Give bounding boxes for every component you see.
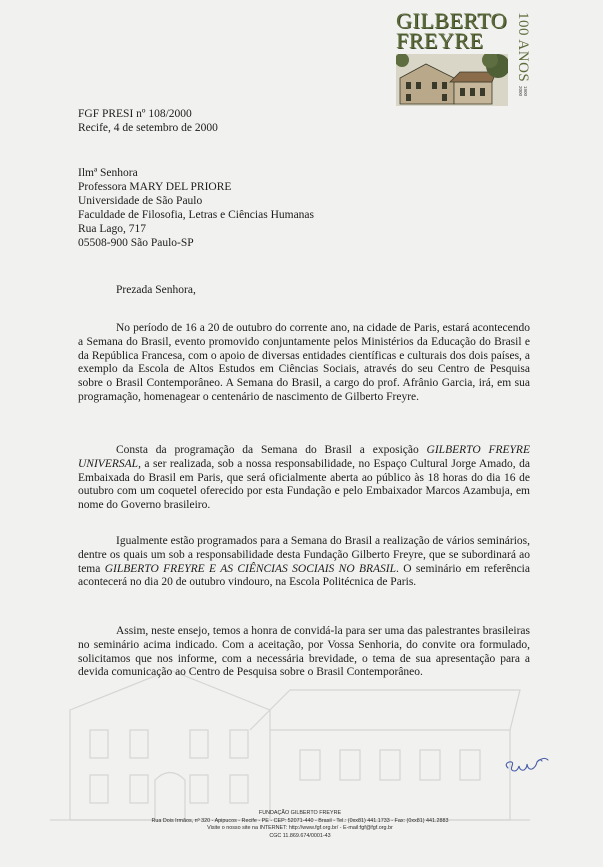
- logo-line-1: GILBERTO: [396, 8, 508, 33]
- handwritten-initials-signature: [500, 752, 554, 778]
- logo-vertical-text: 100 ANOS: [515, 12, 531, 83]
- addressee-name: Professora MARY DEL PRIORE: [78, 181, 232, 193]
- letter-date: Recife, 4 de setembro de 2000: [78, 122, 218, 134]
- footer-address: Rua Dois Irmãos, nº 320 - Apipucos - Recife - PE - CEP: 52071-440 - Brasil - Tel.: (0xx81) 441.1733 - Fax: (0xx81) 441.2883: [151, 817, 449, 824]
- letterhead-footer: [110, 810, 490, 840]
- logo-years: [518, 86, 528, 106]
- paragraph-2-part-a: Consta da programação da Semana do Brasil a exposição: [116, 444, 427, 456]
- gilberto-freyre-centenary-logo: [388, 6, 530, 106]
- addressee-faculty: Faculdade de Filosofia, Letras e Ciências Humanas: [78, 209, 314, 221]
- paragraph-2: [78, 444, 530, 513]
- logo-year-from: 1900: [523, 86, 528, 97]
- paragraph-3-part-a: Igualmente estão programados para a Semana do Brasil a realização de vários seminários, dentre os quais um sob a responsabilidade desta Fundação Gilberto Freyre, que se subordinará ao tema: [78, 535, 530, 575]
- addressee-university: Universidade de São Paulo: [78, 195, 203, 207]
- footer-web: Visite o nosso site na INTERNET: http://www.fgf.org.br/ - E-mail:fgf@fgf.org.br: [207, 825, 393, 832]
- logo-line-2: FREYRE: [396, 28, 484, 53]
- paragraph-3-part-b: . O seminário em referência acontecerá no dia 20 de outubro vindouro, na Escola Politécnica de Paris.: [78, 562, 530, 589]
- reference-number: FGF PRESI nº 108/2000: [78, 108, 192, 120]
- seminar-theme: GILBERTO FREYRE E AS CIÊNCIAS SOCIAIS NO BRASIL: [104, 562, 397, 575]
- footer-org: FUNDAÇÃO GILBERTO FREYRE: [258, 810, 342, 816]
- paragraph-4: Assim, neste ensejo, temos a honra de convidá-la para ser uma das palestrantes brasileiras no seminário acima indicado. Com a aceitação, por Vossa Senhoria, do convite ora formulado, solicitamos que nos informe, com a necessária brevidade, o tema de sua apresentação para a devida comunicação ao Centro de Pesquisa sobre o Brasil Contemporâneo.: [78, 625, 530, 679]
- exhibition-title: GILBERTO FREYRE UNIVERSAL: [78, 444, 530, 470]
- footer-cgc: CGC 11.869.674/0001-43: [269, 832, 331, 839]
- addressee-title: Ilmª Senhora: [78, 167, 138, 179]
- house-illustration-icon: [396, 54, 508, 106]
- paragraph-3: [78, 535, 530, 590]
- paragraph-1: No período de 16 a 20 de outubro do corrente ano, na cidade de Paris, estará acontecendo a Semana do Brasil, evento promovido conjuntamente pelos Ministérios da Educação do Brasil e da República Francesa, com o apoio de diversas entidades científicas e culturais dos dois países, a exemplo da Escola de Altos Estudos em Ciências Sociais, através do seu Centro de Pesquisa sobre o Brasil Contemporâneo. A Semana do Brasil, a cargo do prof. Afrânio Garcia, irá, em sua programação, homenagear o centenário de nascimento de Gilberto Freyre.: [78, 322, 530, 403]
- logo-year-to: 2000: [518, 86, 523, 97]
- salutation: Prezada Senhora,: [116, 284, 196, 296]
- addressee-city: 05508-900 São Paulo-SP: [78, 237, 194, 249]
- paragraph-2-part-b: , a ser realizada, sob a nossa responsabilidade, no Espaço Cultural Jorge Amado, da Embaixada do Brasil em Paris, que será oficialmente aberta ao público às 18 horas do dia 16 de outubro com um coquetel oferecido por esta Fundação e pelo Embaixador Marcos Azambuja, em nome do Governo brasileiro.: [78, 457, 530, 512]
- addressee-street: Rua Lago, 717: [78, 223, 147, 235]
